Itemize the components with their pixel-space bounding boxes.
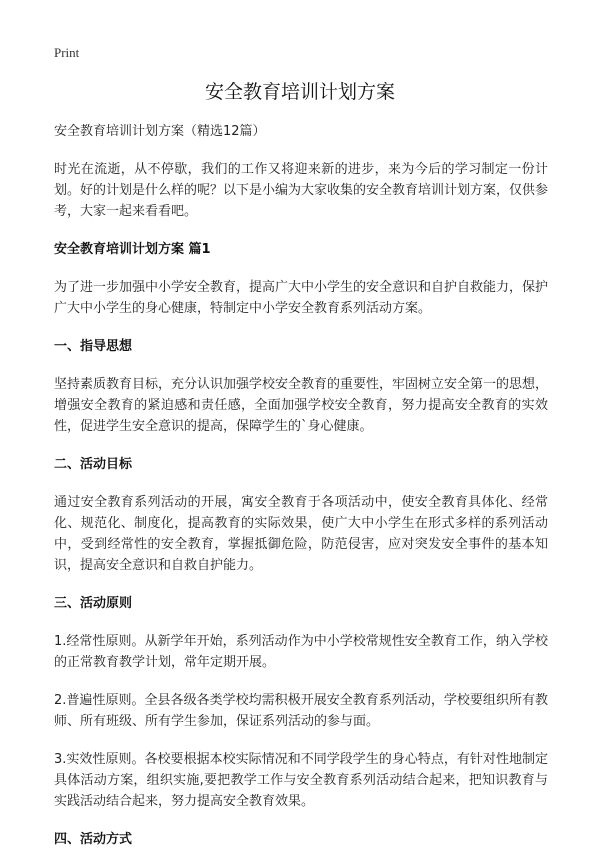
print-label[interactable]: Print <box>54 45 80 60</box>
document-body <box>54 121 548 867</box>
section-heading-plan-1: 安全教育培训计划方案 篇1 <box>54 242 211 257</box>
principle-item: 1.经常性原则。从新学年开始，系列活动作为中小学校常规性安全教育工作，纳入学校的正常教育教学计划，常年定期开展。 <box>54 634 548 670</box>
section-paragraph-goals: 通过安全教育系列活动的开展，寓安全教育于各项活动中，使安全教育具体化、经常化、规范化、制度化，提高教育的实际效果，使广大中小学生在形式多样的系列活动中，受到经常性的安全教育，掌握抵御危险，防范侵害，应对突发安全事件的基本知识，提高安全意识和自救自护能力。 <box>54 495 548 573</box>
principle-item: 3.实效性原则。各校要根据本校实际情况和不同学段学生的身心特点，有针对性地制定具体活动方案，组织实施,要把教学工作与安全教育系列活动结合起来，把知识教育与实践活动结合起来，努力提高安全教育效果。 <box>54 752 548 809</box>
section-paragraph-guide: 坚持素质教育目标，充分认识加强学校安全教育的重要性，牢固树立安全第一的思想，增强安全教育的紧迫感和责任感，全面加强学校安全教育，努力提高安全教育的实效性，促进学生安全意识的提高，保障学生的`身心健康。 <box>54 377 549 434</box>
section-heading-goals: 二、活动目标 <box>54 457 133 472</box>
subtitle: 安全教育培训计划方案（精选12篇） <box>54 124 266 139</box>
section-heading-principles: 三、活动原则 <box>54 596 133 611</box>
section-heading-guide: 一、指导思想 <box>54 339 133 354</box>
page-title: 安全教育培训计划方案 <box>204 81 395 103</box>
section-paragraph-plan-1: 为了进一步加强中小学安全教育，提高广大中小学生的安全意识和自护自救能力，保护广大中小学生的身心健康，特制定中小学安全教育系列活动方案。 <box>54 280 549 316</box>
section-heading-methods: 四、活动方式 <box>54 832 133 847</box>
intro-paragraph: 时光在流逝，从不停歇，我们的工作又将迎来新的进步，来为今后的学习制定一份计划。好的计划是什么样的呢？以下是小编为大家收集的安全教育培训计划方案，仅供参考，大家一起来看看吧。 <box>54 162 549 219</box>
principle-item: 2.普遍性原则。全县各级各类学校均需积极开展安全教育系列活动，学校要组织所有教师、所有班级、所有学生参加，保证系列活动的参与面。 <box>54 693 548 729</box>
